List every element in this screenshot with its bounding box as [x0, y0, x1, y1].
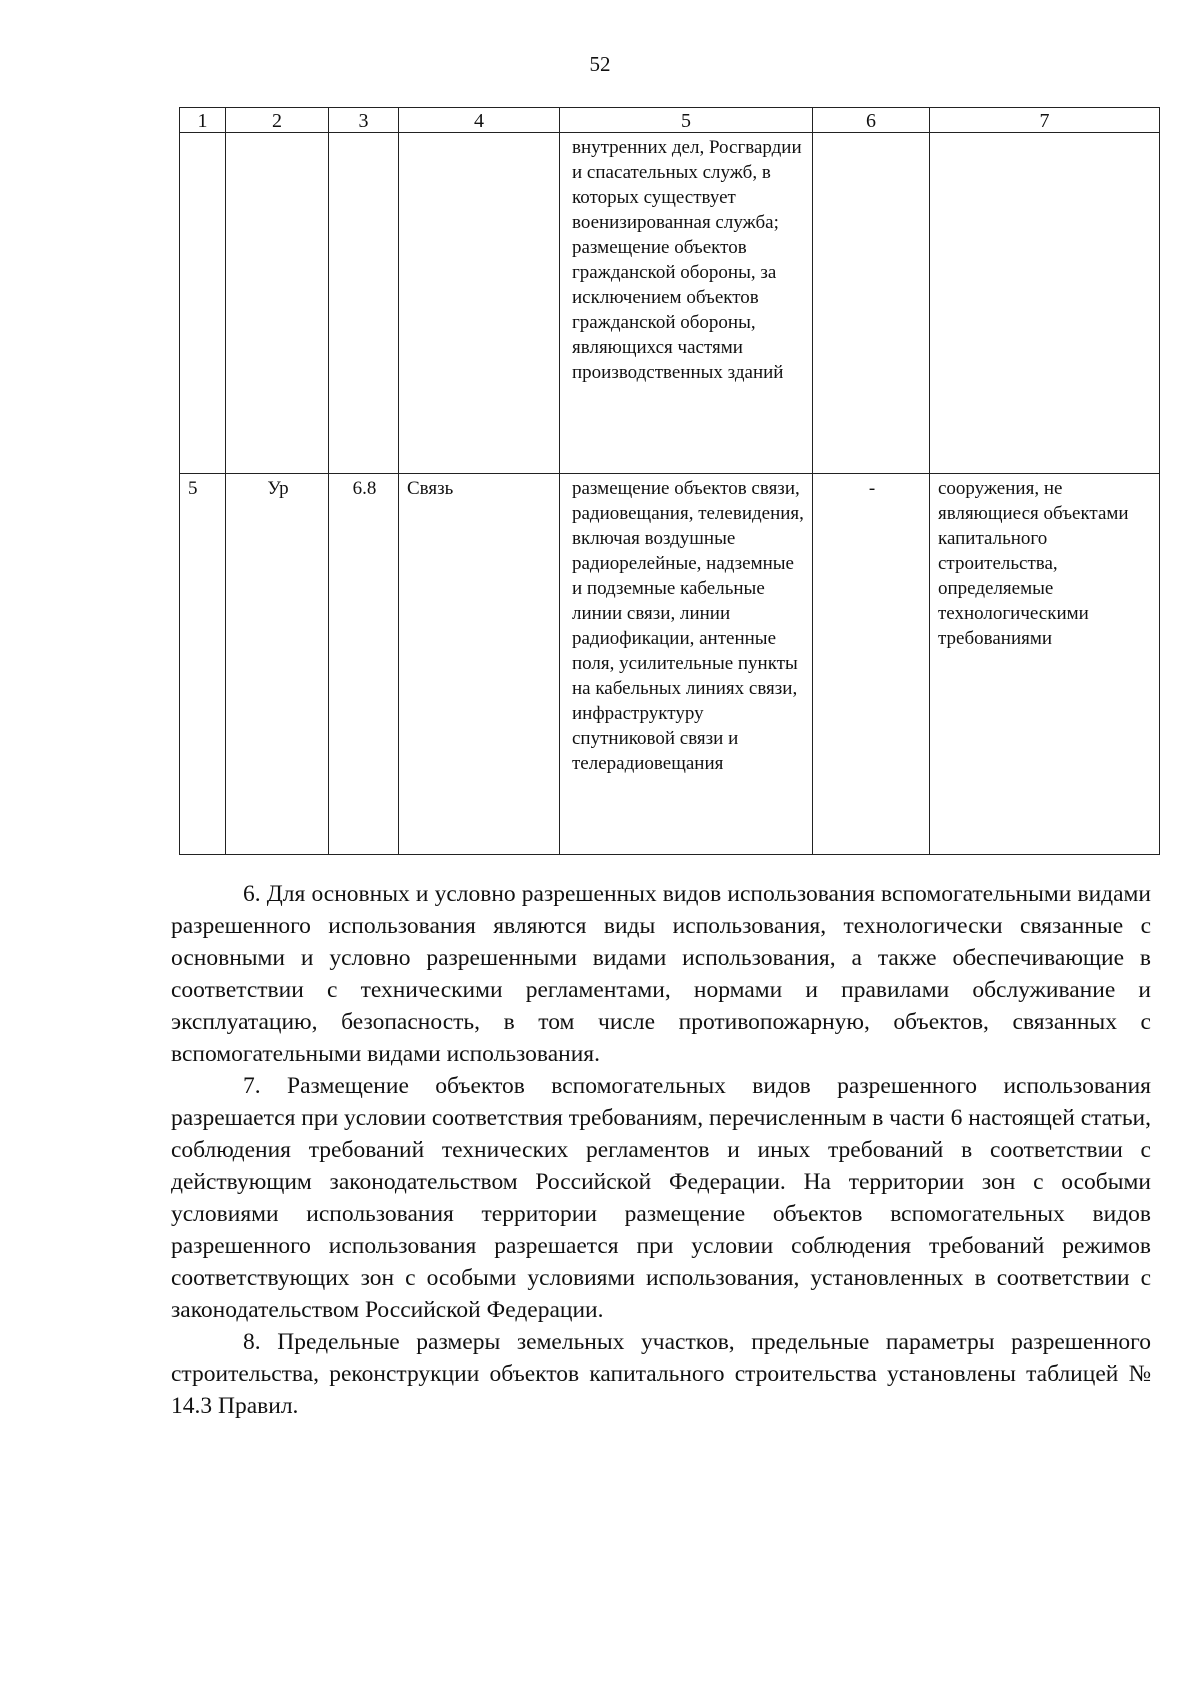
table-cell: Связь	[399, 474, 560, 855]
table-cell: Ур	[226, 474, 329, 855]
paragraph: 8. Предельные размеры земельных участков, предельные параметры разрешенного строительства, реконструкции объектов капитального строительства установлены таблицей № 14.3 Правил.	[171, 1329, 1151, 1419]
column-header: 5	[560, 108, 813, 133]
table-cell	[226, 133, 329, 474]
column-header: 6	[813, 108, 930, 133]
table-cell: 5	[180, 474, 226, 855]
paragraph: 6. Для основных и условно разрешенных видов использования вспомогательными видами разрешенного использования являются виды использования, технологически связанные с основными и условно разрешенными видами использования, а также обеспечивающие в соответствии с техническими регламентами, нормами и правилами обслуживание и эксплуатацию, безопасность, в том числе противопожарную, объектов, связанных с вспомогательными видами использования.	[171, 881, 1151, 1067]
column-header: 4	[399, 108, 560, 133]
table-cell	[399, 133, 560, 474]
table-row	[180, 474, 1160, 855]
table-cell: 6.8	[329, 474, 399, 855]
column-header: 1	[180, 108, 226, 133]
paragraph: 7. Размещение объектов вспомогательных видов разрешенного использования разрешается при условии соответствия требованиям, перечисленным в части 6 настоящей статьи, соблюдения требований технических регламентов и иных требований в соответствии с действующим законодательством Российской Федерации. На территории зон с особыми условиями использования территории размещение объектов вспомогательных видов разрешенного использования разрешается при условии соблюдения требований режимов соответствующих зон с особыми условиями использования, установленных в соответствии с законодательством Российской Федерации.	[171, 1073, 1151, 1323]
land-use-table	[179, 107, 1160, 855]
table-cell: -	[813, 474, 930, 855]
table-cell: внутренних дел, Росгвардии и спасательных служб, в которых существует военизированная служба; размещение объектов гражданской обороны, за исключением объектов гражданской обороны, являющихся частями производственных зданий	[560, 133, 813, 474]
body-text	[171, 878, 1151, 1422]
table-cell: сооружения, не являющиеся объектами капитального строительства, определяемые технологическими требованиями	[930, 474, 1160, 855]
column-header: 3	[329, 108, 399, 133]
table-cell: размещение объектов связи, радиовещания, телевидения, включая воздушные радиорелейные, надземные и подземные кабельные линии связи, линии радиофикации, антенные поля, усилительные пункты на кабельных линиях связи, инфраструктуру спутниковой связи и телерадиовещания	[560, 474, 813, 855]
table-header-row	[180, 108, 1160, 133]
table-cell	[930, 133, 1160, 474]
page-number: 52	[589, 52, 611, 76]
table-cell	[813, 133, 930, 474]
table-row	[180, 133, 1160, 474]
column-header: 7	[930, 108, 1160, 133]
column-header: 2	[226, 108, 329, 133]
table-cell	[180, 133, 226, 474]
table-cell	[329, 133, 399, 474]
